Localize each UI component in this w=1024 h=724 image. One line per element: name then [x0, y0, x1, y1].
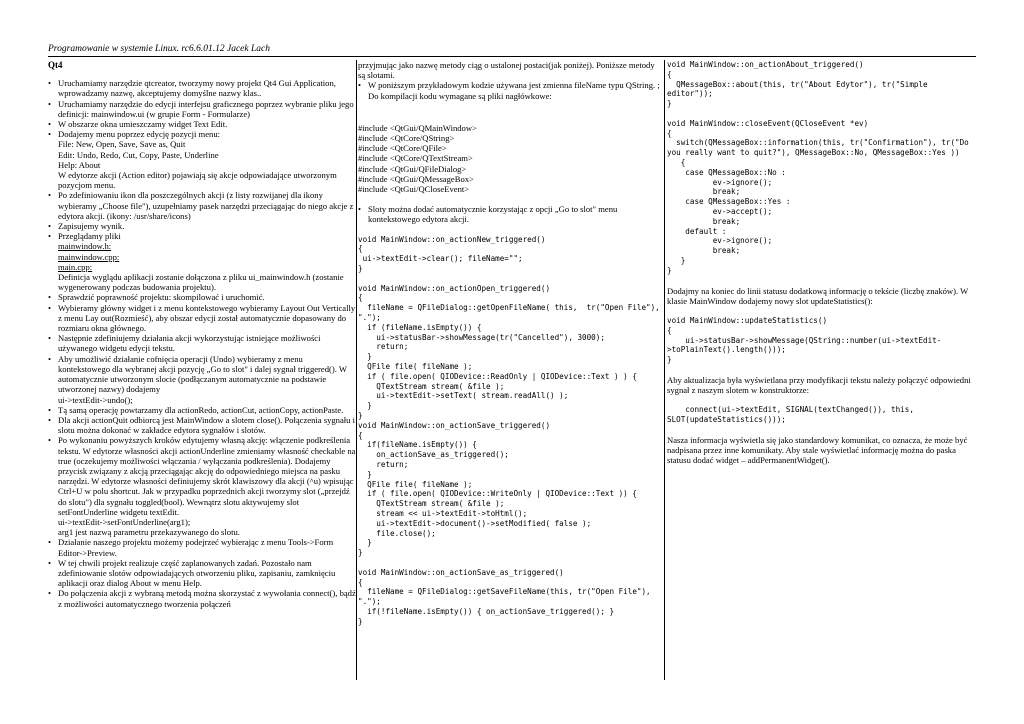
list-item: • W tej chwili projekt realizuje część zaplanowanych zadań. Pozostało nam zdefiniowanie slotów odpowiadających otworzeniu pliku, zapisaniu, zamknięciu aplikacji oraz dialog About w menu Help.	[58, 558, 356, 589]
list-item: • Po wykonaniu powyższych kroków edytujemy własną akcję: włączenie podkreślenia tekstu. W edytorze własności akcji actionUnderline zmieniamy własność checkable na true (oczekujemy możliwości włączania / wyłączania podkreślenia). Dodajemy przycisk związany z akcją przeciągając akcję do odpowiedniego miejsca na pasku narzędzi. W edytorze własności definiujemy skrót klawiszowy dla akcji (^u) wpisując Ctrl+U w polu shortcut. Jak w przypadku poprzednich akcji tworzymy slot („przejdź do slotu") dla sygnału toggled(bool). Wewnątrz slotu aktywujemy slot setFontUnderline widgetu textEdit. ui->textEdit->setFontUnderline(arg1); arg1 jest nazwą parametru przekazywanego do slotu.	[58, 435, 356, 537]
list-item: • Dla akcji actionQuit odbiorcą jest MainWindow a slotem close(). Połączenia sygnału i slotu można dokonać w zakładce edytora sygnałów i slotów.	[58, 415, 356, 435]
list-item: • Sloty można dodać automatycznie korzystając z opcji „Go to slot" menu kontekstowego edytora akcji.	[368, 204, 662, 224]
column-1	[48, 60, 356, 609]
column-divider-1	[356, 60, 357, 680]
list-item: • Wybieramy główny widget i z menu kontekstowego wybieramy Layout Out Vertically z menu Lay out(Rozmieść), aby obszar edycji został automatycznie dopasowany do rozmiaru okna głównego.	[58, 303, 356, 334]
code-block-update-statistics: void MainWindow::updateStatistics() { ui->statusBar->showMessage(QString::number(ui->textEdit->toPlainText().length())); }	[667, 315, 942, 365]
include-list: #include <QtGui/QMainWindow> #include <QtCore/QString> #include <QtCore/QFile> #include <QtCore/QTextStream> #include <QtGui/QFileDialog> #include <QtGui/QMessageBox> #include <QtGui/QCloseEvent>	[358, 122, 477, 195]
column-3	[667, 60, 976, 466]
column-divider-2	[664, 60, 665, 680]
file-link-mainwindow-cpp[interactable]: mainwindow.cpp:	[58, 251, 120, 262]
paragraph-connect: Aby aktualizacja była wyświetlana przy modyfikacji tekstu należy połączyć odpowiedni sygnał z naszym slotem w konstruktorze:	[667, 374, 971, 396]
file-link-mainwindow-h[interactable]: mainwindow.h:	[58, 241, 112, 252]
notes-list-1	[358, 80, 662, 100]
list-item: • Dodajemy menu poprzez edycję pozycji menu: File: New, Open, Save, Save as, Quit Edit: Undo, Redo, Cut, Copy, Paste, Underline Help: About W edytorze akcji (Action editor) pojawiają się akcje odpowiadające utworzonym pozycjom menu.	[58, 129, 356, 190]
list-item: • W poniższym przykładowym kodzie używana jest zmienna fileName typu QString. ; Do kompilacji kodu wymagane są pliki nagłówkowe:	[368, 80, 662, 100]
list-item: • Tą samą operację powtarzamy dla actionRedo, actionCut, actionCopy, actionPaste.	[58, 405, 356, 415]
intro-text: przyjmując jako nazwę metody ciąg o ustalonej postaci(jak poniżej). Poniższe metody są slotami.	[358, 60, 655, 81]
code-block-about-close: void MainWindow::on_actionAbout_triggered() { QMessageBox::about(this, tr("About Edytor"), tr("Simple editor")); } void MainWindow::closeEvent(QCloseEvent *ev) { switch(QMessageBox::information(this, tr("Confirmation"), tr("Do you really want to quit?"), QMessageBox::No, QMessageBox::Yes )) { case QMessageBox::No : ev->ignore(); break; case QMessageBox::Yes : ev->accept(); break; default : ev->ignore(); break; } }	[667, 60, 969, 275]
steps-list	[48, 78, 356, 609]
page-header: Programowanie w systemie Linux. rc6.6.01.12 Jacek Lach	[48, 44, 270, 54]
list-item: • W obszarze okna umieszczamy widget Text Edit.	[58, 119, 356, 129]
paragraph-statistics: Dodajmy na koniec do linii statusu dodatkową informację o tekście (liczbę znaków). W klasie MainWindow dodajemy nowy slot updateStatistics():	[667, 285, 969, 306]
list-item: • Aby umożliwić działanie cofnięcia operacji (Undo) wybieramy z menu kontekstowego dla wybranej akcji pozycję „Go to slot" i dalej sygnał triggered(). W automatycznie utworzonym slocie (podłączanym automatycznie na podstawie utworzonej nazwy) dodajemy ui->textEdit->undo();	[58, 354, 356, 405]
list-item: • Uruchamiamy narzędzie do edycji interfejsu graficznego poprzez wybranie pliku jego definicji: mainwindow.ui (w grupie Form - Formularze)	[58, 99, 356, 119]
file-link-main-cpp[interactable]: main.cpp:	[58, 261, 93, 272]
list-item: • Działanie naszego projektu możemy podejrzeć wybierając z menu Tools->Form Editor->Preview.	[58, 537, 356, 557]
list-item: • Następnie zdefiniujemy działania akcji wykorzystując istniejące możliwości używanego widgetu edycji tekstu.	[58, 333, 356, 353]
files-intro: Przeglądamy pliki	[58, 231, 121, 242]
list-item: • Do połączenia akcji z wybraną metodą można skorzystać z wywołania connect(), bądź z możliwości automatycznego tworzenia połączeń	[58, 588, 356, 608]
list-item: • Uruchamiamy narzędzie qtcreator, tworzymy nowy projekt Qt4 Gui Application, wprowadzamy nazwę, akceptujemy domyślne nazwy klas..	[58, 78, 356, 98]
code-block-connect: connect(ui->textEdit, SIGNAL(textChanged()), this, SLOT(updateStatistics()));	[667, 405, 919, 425]
list-item-files	[58, 231, 356, 292]
list-item: • Sprawdzić poprawność projektu: skompilować i uruchomić.	[58, 292, 356, 302]
files-note: Definicja wyglądu aplikacji zostanie dołączona z pliku ui_mainwindow.h (zostanie wygenerowany podczas budowania projektu).	[58, 272, 344, 293]
column-2	[358, 60, 662, 627]
paragraph-permanent-widget: Nasza informacja wyświetla się jako standardowy komunikat, co oznacza, że może być nadpisana przez inne komunikaty. Aby stale wyświetlać informację można do paska statusu dodać widget – addPermanentWidget().	[667, 434, 968, 466]
header-rule	[48, 56, 976, 57]
notes-list-2	[358, 204, 662, 224]
code-block-slots: void MainWindow::on_actionNew_triggered() { ui->textEdit->clear(); fileName=""; } void MainWindow::on_actionOpen_triggered() { fileName = QFileDialog::getOpenFileName( this, tr("Open File"), "."); if (fileName.isEmpty()) { ui->statusBar->showMessage(tr("Cancelled"), 3000); return; } QFile file( fileName ); if ( file.open( QIODevice::ReadOnly | QIODevice::Text ) ) { QTextStream stream( &file ); ui->textEdit->setText( stream.readAll() ); } } void MainWindow::on_actionSave_triggered() { if(fileName.isEmpty()) { on_actionSave_as_triggered(); return; } QFile file( fileName ); if ( file.open( QIODevice::WriteOnly | QIODevice::Text )) { QTextStream stream( &file ); stream << ui->textEdit->toHtml(); ui->textEdit->document()->setModified( false ); file.close(); } } void MainWindow::on_actionSave_as_triggered() { fileName = QFileDialog::getSaveFileName(this, tr("Open File"), "."); if(!fileName.isEmpty()) { on_actionSave_triggered(); } }	[358, 234, 660, 626]
section-heading: Qt4	[48, 60, 63, 70]
list-item: • Po zdefiniowaniu ikon dla poszczególnych akcji (z listy rozwijanej dla ikony wybieramy „Choose file"), uzupełniamy pasek narzędzi przeciągając do niego akcje z edytora akcji. (ikony: /usr/share/icons)	[58, 190, 356, 221]
list-item: • Zapisujemy wynik.	[58, 221, 356, 231]
